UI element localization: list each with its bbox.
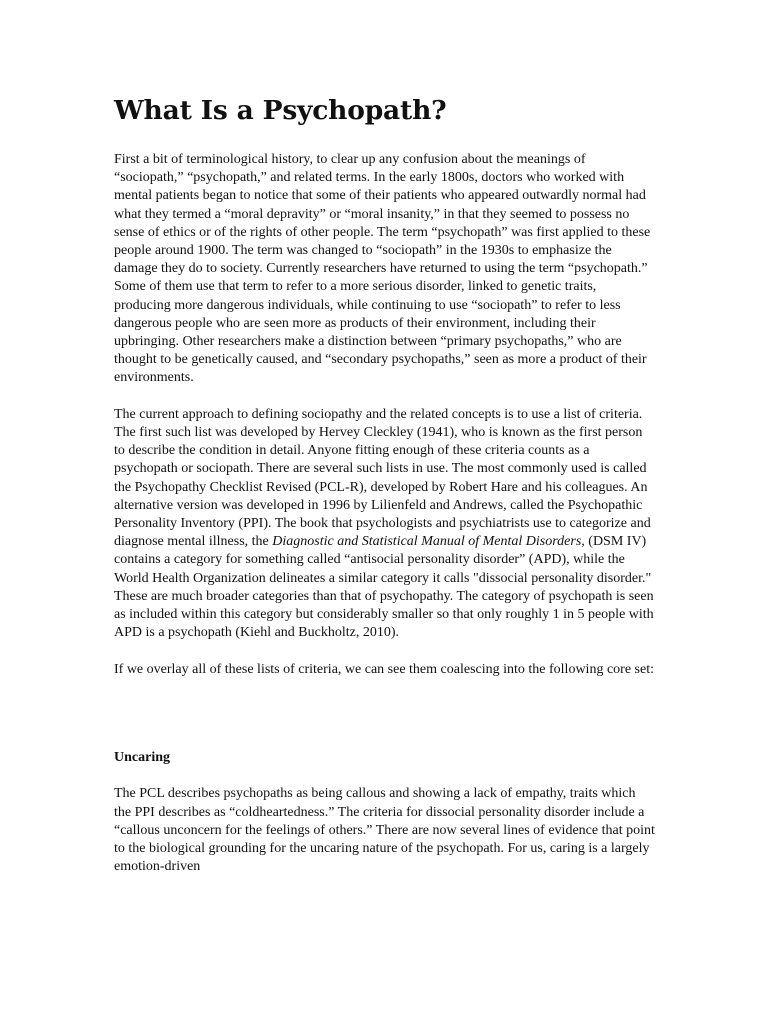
paragraph-uncaring xyxy=(114,785,656,876)
document-title: What Is a Psychopath? xyxy=(114,95,447,126)
paragraph-text: If we overlay all of these lists of criteria, we can see them coalescing into the following core set: xyxy=(114,661,654,677)
document-page xyxy=(114,92,656,895)
paragraph-text-part: , (DSM IV) contains a category for something called “antisocial personality disorder” (APD), while the World Health Organization delineates a similar category it calls "dissocial personality disorder." These are much broader categories than that of psychopathy. The category of psychopath is seen as included within this category but considerably smaller so that only roughly 1 in 5 people with APD is a psychopath (Kiehl and Buckholtz, 2010). xyxy=(114,534,654,641)
paragraph-terminology-history xyxy=(114,151,656,388)
paragraph-text-part: The current approach to defining sociopathy and the related concepts is to use a list of criteria. The first such list was developed by Hervey Cleckley (1941), who is known as the first person to describe the condition in detail. Anyone fitting enough of these criteria counts as a psychopath or sociopath. There are several such lists in use. The most commonly used is called the Psychopathy Checklist Revised (PCL-R), developed by Robert Hare and his colleagues. An alternative version was developed in 1996 by Lilienfeld and Andrews, called the Psychopathic Personality Inventory (PPI). The book that psychologists and psychiatrists use to categorize and diagnose mental illness, the xyxy=(114,406,651,550)
paragraph-text: First a bit of terminological history, to clear up any confusion about the meanings of “sociopath,” “psychopath,” and related terms. In the early 1800s, doctors who worked with mental patients began to notice that some of their patients who appeared outwardly normal had what they termed a “moral depravity” or “moral insanity,” in that they seemed to possess no sense of ethics or of the rights of other people. The term “psychopath” was first applied to these people around 1900. The term was changed to “sociopath” in the 1930s to emphasize the damage they do to society. Currently researchers have returned to using the term “psychopath.” Some of them use that term to refer to a more serious disorder, linked to genetic traits, producing more dangerous individuals, while continuing to use “sociopath” to refer to less dangerous people who are seen more as products of their environment, including their upbringing. Other researchers make a distinction between “primary psychopaths,” who are thought to be genetically caused, and “secondary psychopaths,” seen as more a product of their environments. xyxy=(114,152,651,386)
paragraph-text: The PCL describes psychopaths as being callous and showing a lack of empathy, traits which the PPI describes as “coldheartedness.” The criteria for dissocial personality disorder include a “callous unconcern for the feelings of others.” There are now several lines of evidence that point to the biological grounding for the uncaring nature of the psychopath. For us, caring is a largely emotion-driven xyxy=(114,786,655,875)
section-heading-uncaring: Uncaring xyxy=(114,750,170,766)
paragraph-core-set-intro xyxy=(114,661,656,679)
paragraph-criteria-lists xyxy=(114,406,656,643)
section-spacer xyxy=(114,697,656,749)
book-title-italic: Diagnostic and Statistical Manual of Mental Disorders xyxy=(272,534,582,550)
